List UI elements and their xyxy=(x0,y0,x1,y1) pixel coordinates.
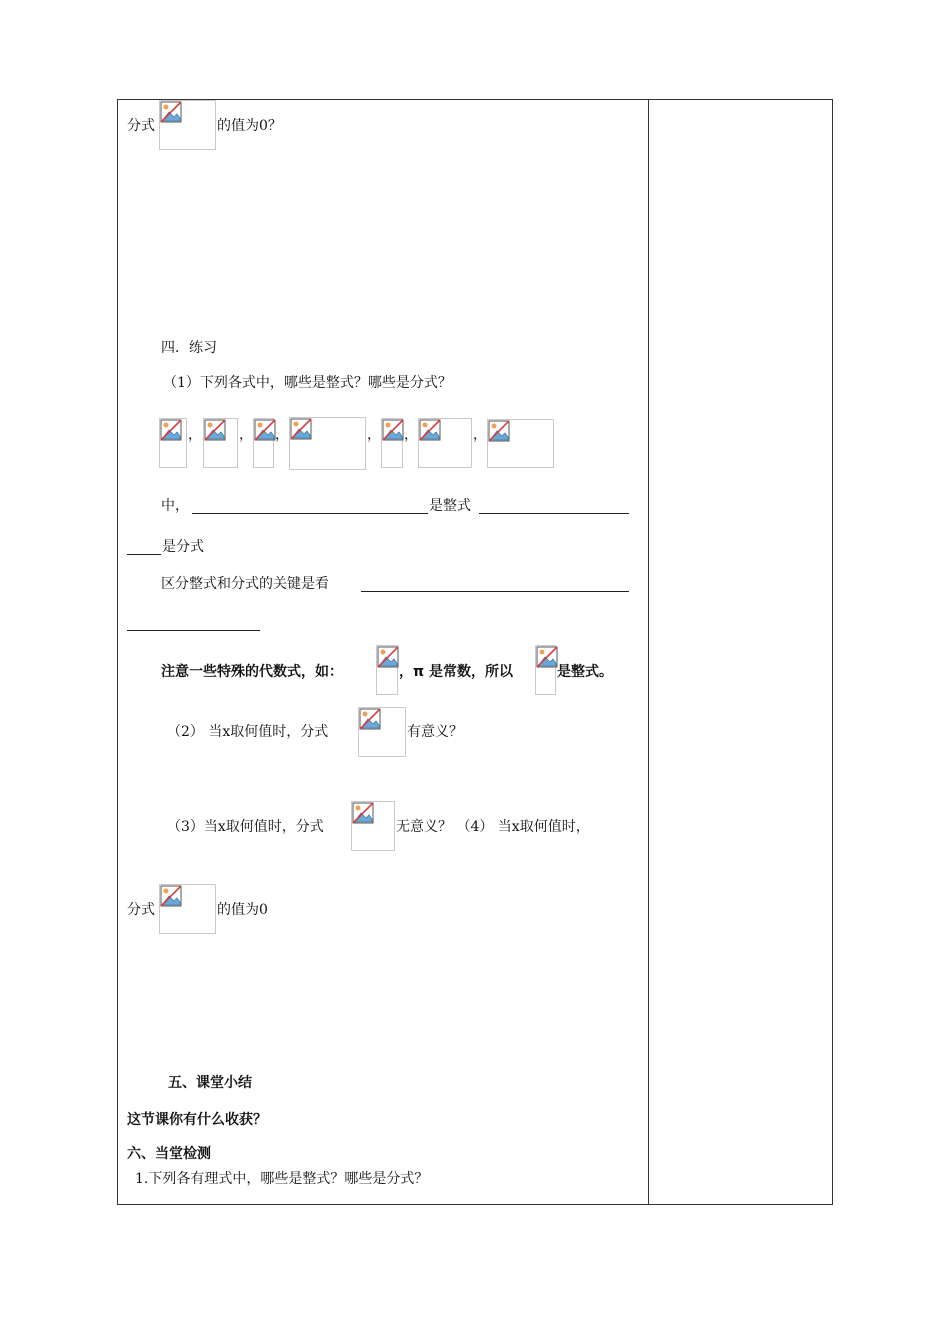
broken-image-icon xyxy=(418,418,472,468)
comma: ， xyxy=(239,427,253,443)
broken-image-icon xyxy=(535,645,556,695)
p1-answer-end: 是分式 xyxy=(162,539,204,555)
p1-question: （1）下列各式中，哪些是整式？哪些是分式？ xyxy=(163,375,452,391)
section4-title: 四．练习 xyxy=(161,340,217,356)
comma: ， xyxy=(367,427,381,443)
p4-suffix: 的值为0 xyxy=(217,902,268,918)
broken-image-icon xyxy=(381,418,403,468)
p3-prefix: （3）当x取何值时，分式 xyxy=(167,819,324,835)
notes-column xyxy=(649,100,832,1204)
blank-line[interactable] xyxy=(127,630,260,631)
section6-title: 六、当堂检测 xyxy=(127,1146,211,1162)
comma: ， xyxy=(275,427,289,443)
note-prefix: 注意一些特殊的代数式，如： xyxy=(161,664,343,680)
broken-image-icon xyxy=(487,419,554,468)
broken-image-icon xyxy=(358,707,406,757)
reflection-question: 这节课你有什么收获？ xyxy=(127,1112,267,1128)
broken-image-icon xyxy=(289,417,366,470)
blank-line[interactable] xyxy=(479,513,629,514)
broken-image-icon xyxy=(159,100,216,150)
broken-image-icon xyxy=(376,645,398,695)
comma: ， xyxy=(473,427,487,443)
note-pi: ，π 是常数，所以 xyxy=(399,664,513,680)
blank-line[interactable] xyxy=(127,554,161,555)
broken-image-icon xyxy=(253,418,274,468)
section5-title: 五、课堂小结 xyxy=(168,1075,252,1091)
blank-line[interactable] xyxy=(361,591,629,592)
p4-prefix: 分式 xyxy=(127,902,155,918)
p1-answer-mid: 是整式 xyxy=(429,498,471,514)
comma: ， xyxy=(404,427,418,443)
q-prev-prefix: 分式 xyxy=(127,118,155,134)
broken-image-icon xyxy=(351,801,395,851)
broken-image-icon xyxy=(159,418,187,468)
note-suffix: 是整式。 xyxy=(557,664,613,680)
comma: ， xyxy=(188,427,202,443)
test1-question: 1.下列各有理式中，哪些是整式？哪些是分式？ xyxy=(135,1171,429,1187)
key-point: 区分整式和分式的关键是看 xyxy=(161,576,329,592)
q-prev-suffix: 的值为0？ xyxy=(217,118,282,134)
p3-suffix: 无意义？ （4） 当x取何值时， xyxy=(396,819,590,835)
p2-suffix: 有意义？ xyxy=(407,724,463,740)
broken-image-icon xyxy=(203,418,238,468)
p2-prefix: （2） 当x取何值时，分式 xyxy=(167,724,329,740)
p1-answer-prefix: 中， xyxy=(161,498,189,514)
blank-line[interactable] xyxy=(192,513,428,514)
lesson-table xyxy=(117,99,833,1205)
broken-image-icon xyxy=(159,884,216,934)
